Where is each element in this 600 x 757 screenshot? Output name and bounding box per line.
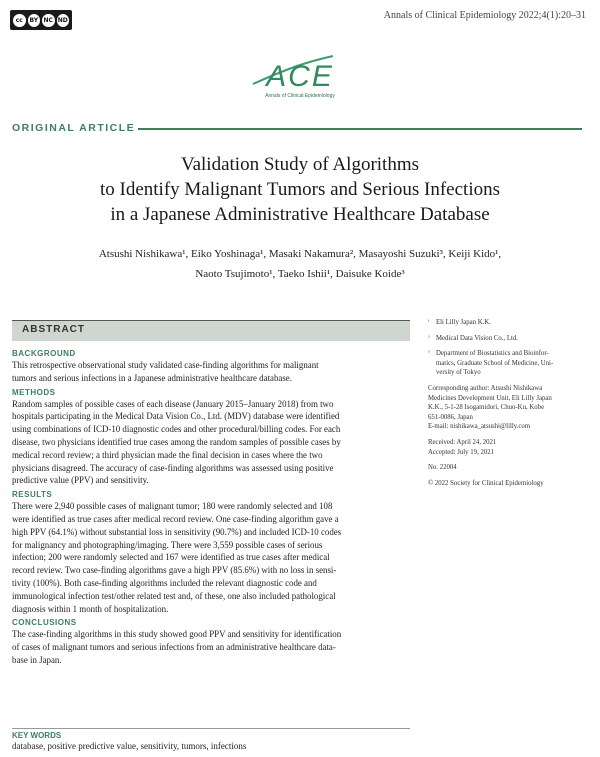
affiliation-2 (428, 334, 588, 344)
text-line: disease, two physicians identified true cases among the random samples of possible cases by (12, 436, 341, 447)
ace-logo-mark: ACE (266, 60, 334, 93)
article-type-rule (138, 128, 582, 130)
text-line: record review. Two case-finding algorithms gave a high PPV (85.6%) with no loss in sensi- (12, 565, 337, 576)
received-date: Received: April 24, 2021 (428, 438, 497, 446)
text-line: predictive value (PPV) and sensitivity. (12, 475, 149, 486)
creative-commons-badge (10, 10, 72, 30)
text-line: infection; 200 were randomly selected and 167 were identified as true cases after medical (12, 552, 330, 563)
abstract-section-methods (12, 387, 410, 488)
dates (428, 438, 588, 457)
section-heading: RESULTS (12, 490, 53, 500)
text-line: Random samples of possible cases of each disease (January 2015–January 2018) from two (12, 398, 334, 409)
text-line: The case-finding algorithms in this study showed good PPV and sensitivity for identification (12, 629, 342, 640)
abstract-header-bar (12, 320, 410, 341)
text-line: base in Japan. (12, 654, 62, 665)
text-line: for malignancy and photographing/imaging. There were 3,559 possible cases of serious (12, 539, 323, 550)
text-line: There were 2,940 possible cases of malignant tumor; 180 were randomly selected and 108 (12, 501, 333, 512)
affiliation-number: ³ (428, 350, 430, 357)
abstract-heading: ABSTRACT (22, 324, 85, 335)
article-sidebar (428, 318, 588, 494)
text-line: This retrospective observational study validated case-finding algorithms for malignant (12, 360, 319, 370)
affiliation-number: ¹ (428, 319, 430, 325)
title-line: Validation Study of Algorithms (180, 154, 420, 175)
text-line: high PPV (64.1%) without substantial loss in sensitivity (90.7%) and included ICD-10 codes (12, 526, 342, 537)
corresponding-author: Corresponding author: Atsushi Nishikawa Medicines Development Unit, Eli Lilly Japan K.K., 5-1-28 Isogamidori, Chuo-Ku, Kobe 651-0086, Japan E-mail: nishikawa_atsushi@lilly.com (428, 384, 552, 431)
journal-citation: Annals of Clinical Epidemiology 2022;4(1):20–31 (383, 10, 586, 21)
author-list (30, 244, 570, 284)
nc-icon: NC (42, 14, 55, 27)
corresponding-email[interactable]: E-mail: nishikawa_atsushi@lilly.com (428, 423, 531, 431)
section-heading: METHODS (12, 387, 56, 397)
keywords-text: database, positive predictive value, sensitivity, tumors, infections (12, 741, 247, 751)
abstract-section-conclusions (12, 617, 410, 666)
cc-icon: cc (13, 14, 26, 27)
author-line: Naoto Tsujimoto¹, Taeko Ishii¹, Daisuke Koide³ (195, 268, 405, 280)
keywords-rule (12, 728, 410, 729)
abstract-section-background (12, 348, 410, 385)
text-line: tumors and serious infections in a Japanese administrative healthcare database. (12, 372, 292, 383)
text-line: medical record review; a third physician made the final decision in cases where the two (12, 449, 323, 460)
affiliation-number: ² (428, 334, 430, 341)
section-heading: CONCLUSIONS (12, 618, 77, 628)
text-line: of cases of malignant tumors and serious infections from an administrative healthcare data- (12, 642, 336, 653)
title-line: in a Japanese Administrative Healthcare Database (110, 204, 490, 225)
article-type-label: ORIGINAL ARTICLE (12, 122, 136, 134)
title-line: to Identify Malignant Tumors and Serious Infections (99, 179, 501, 200)
abstract-body (12, 346, 410, 667)
text-line: tivity (100%). Both case-finding algorithms included the relevant diagnostic code and (12, 577, 317, 588)
affiliation-text: Department of Biostatistics and Bioinfor- matics, Graduate School of Medicine, Uni- versity of Tokyo (436, 350, 554, 377)
nd-icon: ND (57, 14, 70, 27)
article-title (40, 152, 560, 227)
text-line: using combinations of ICD-10 diagnostic codes and other procedural/billing codes. For each (12, 424, 341, 435)
text-line: immunological infection test/other related test and, of these, one also included pathological (12, 590, 336, 601)
section-text (12, 359, 410, 385)
by-icon: BY (28, 14, 41, 27)
text-line: were identified as true cases after medical record review. One case-finding algorithm gave a (12, 513, 339, 524)
section-heading: BACKGROUND (12, 349, 76, 358)
text-line: diagnosis within 1 month of hospitalization. (12, 603, 169, 614)
keywords-heading: KEY WORDS (12, 731, 62, 740)
section-text (12, 500, 410, 615)
affiliation-3 (428, 349, 588, 378)
accepted-date: Accepted: July 19, 2021 (428, 448, 495, 456)
article-number: No. 22004 (428, 464, 457, 472)
copyright-notice: © 2022 Society for Clinical Epidemiology (428, 479, 544, 487)
affiliation-text: Eli Lilly Japan K.K. (436, 319, 491, 326)
abstract-section-results (12, 489, 410, 615)
affiliation-1 (428, 318, 588, 328)
text-line: hospitals participating in the Medical Data Vision Co., Ltd. (MDV) database were identified (12, 411, 340, 422)
section-text (12, 628, 410, 666)
text-line: physicians disagreed. The accuracy of case-finding algorithms was assessed using positive (12, 462, 334, 473)
affiliation-text: Medical Data Vision Co., Ltd. (436, 334, 518, 342)
section-text (12, 398, 410, 488)
author-line: Atsushi Nishikawa¹, Eiko Yoshinaga¹, Masaki Nakamura², Masayoshi Suzuki³, Keiji Kido¹, (98, 248, 502, 260)
logo-subtitle: Annals of Clinical Epidemiology (265, 93, 335, 99)
